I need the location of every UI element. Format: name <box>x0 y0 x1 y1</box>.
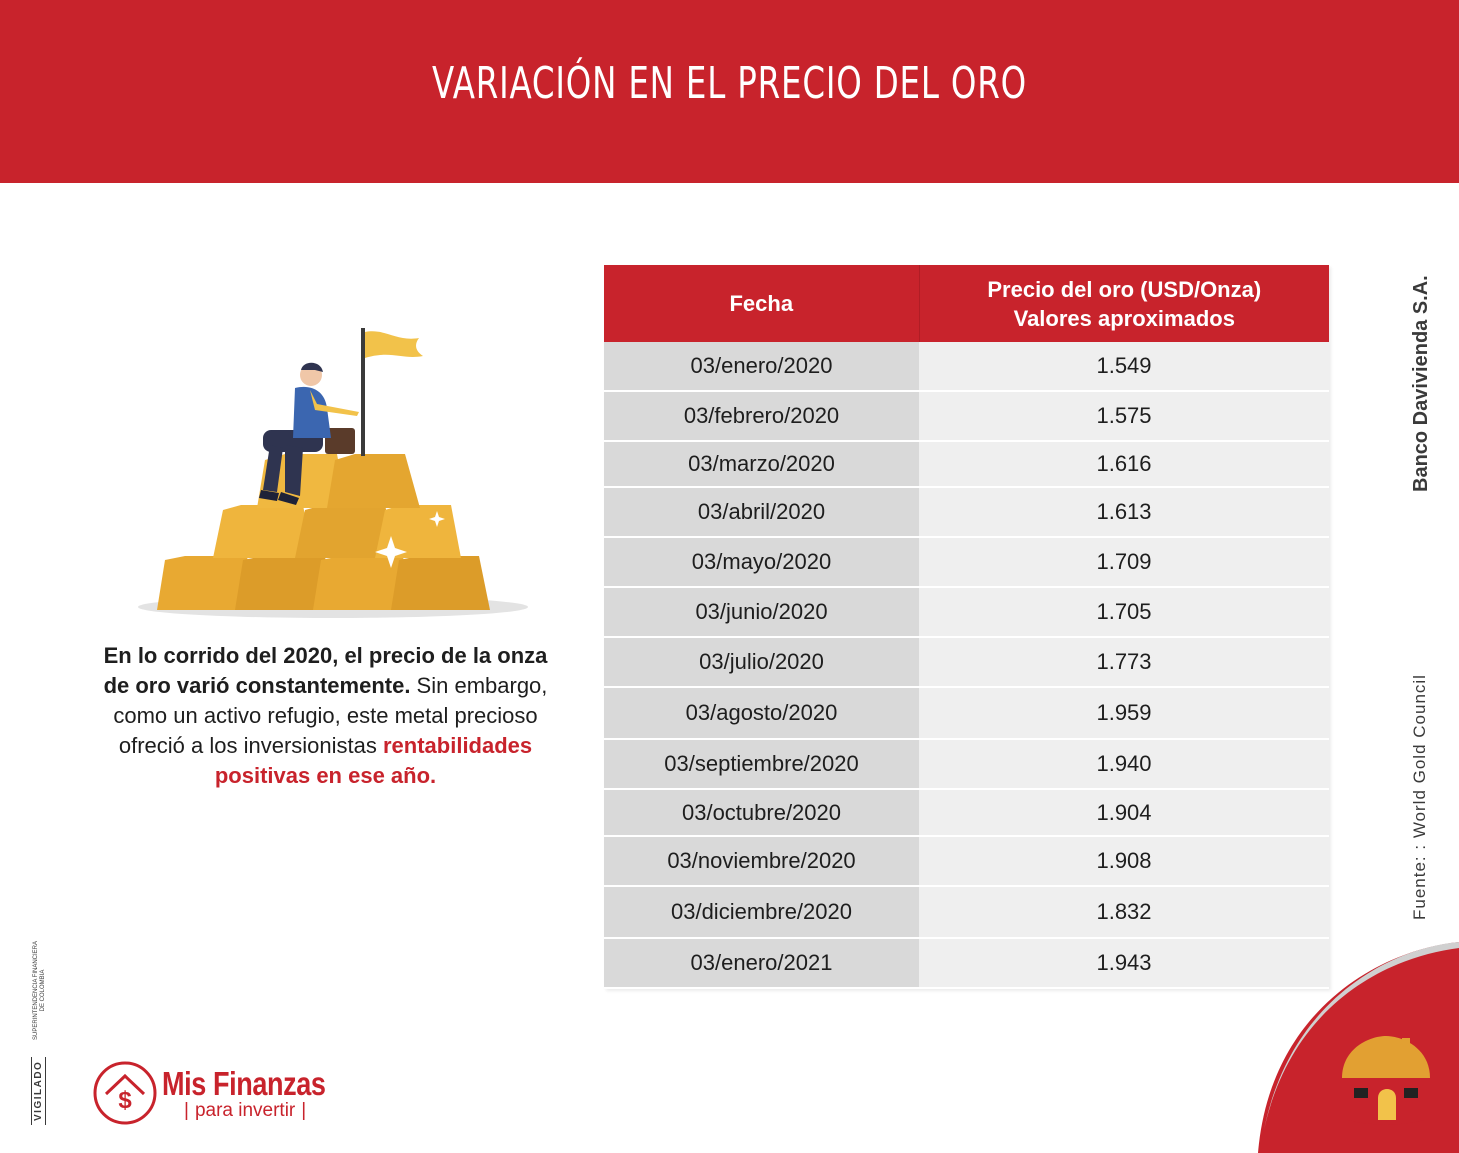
cell-precio: 1.940 <box>919 740 1329 788</box>
cell-fecha: 03/marzo/2020 <box>604 442 919 486</box>
cell-precio: 1.613 <box>919 488 1329 536</box>
brand-name: Mis Finanzas <box>162 1065 326 1102</box>
cell-precio: 1.904 <box>919 790 1329 835</box>
cell-precio: 1.616 <box>919 442 1329 486</box>
table-row <box>604 740 1329 790</box>
page-title: VARIACIÓN EN EL PRECIO DEL ORO <box>432 58 1027 109</box>
description-text <box>98 641 553 791</box>
cell-precio: 1.773 <box>919 638 1329 686</box>
bank-name: Banco Davivienda S.A. <box>1410 275 1432 492</box>
cell-fecha: 03/abril/2020 <box>604 488 919 536</box>
cell-precio: 1.908 <box>919 837 1329 885</box>
cell-fecha: 03/agosto/2020 <box>604 688 919 738</box>
table-row <box>604 442 1329 488</box>
table-row <box>604 939 1329 989</box>
table-row <box>604 790 1329 837</box>
table-row <box>604 837 1329 887</box>
mis-finanzas-logo-icon <box>92 1060 158 1126</box>
header-precio-line1: Precio del oro (USD/Onza) <box>987 276 1262 302</box>
cell-fecha: 03/noviembre/2020 <box>604 837 919 885</box>
cell-precio: 1.705 <box>919 588 1329 636</box>
cell-fecha: 03/enero/2021 <box>604 939 919 987</box>
businessman-on-gold-bars-icon <box>135 320 535 620</box>
description-highlight: rentabilidades positivas en ese año. <box>214 733 533 788</box>
vigilado-label: VIGILADO <box>31 1057 46 1125</box>
table-row <box>604 887 1329 939</box>
gold-price-table <box>604 265 1329 989</box>
source-text: Fuente: : World Gold Council <box>1410 674 1429 920</box>
table-header <box>604 265 1329 342</box>
cell-fecha: 03/mayo/2020 <box>604 538 919 586</box>
tagline-divider-right: | <box>301 1100 307 1121</box>
description-normal: Sin embargo, como un activo refugio, este metal precioso ofreció a los inversionistas <box>113 673 548 758</box>
tagline-divider-left: | <box>184 1100 189 1121</box>
logo-symbol: $ <box>118 1087 132 1114</box>
cell-precio: 1.832 <box>919 887 1329 937</box>
table-row <box>604 392 1329 442</box>
cell-precio: 1.575 <box>919 392 1329 440</box>
cell-fecha: 03/febrero/2020 <box>604 392 919 440</box>
cell-fecha: 03/enero/2020 <box>604 342 919 390</box>
cell-precio: 1.709 <box>919 538 1329 586</box>
superintendencia-line1: SUPERINTENDENCIA FINANCIERA <box>33 940 39 1040</box>
cell-fecha: 03/septiembre/2020 <box>604 740 919 788</box>
header-precio-line2: Valores aproximados <box>1013 305 1235 331</box>
table-row <box>604 638 1329 688</box>
table-body <box>604 342 1329 989</box>
corner-house-icon <box>1230 930 1459 1153</box>
table-row <box>604 588 1329 638</box>
cell-precio: 1.943 <box>919 939 1329 987</box>
superintendencia-label <box>33 941 47 1040</box>
cell-fecha: 03/julio/2020 <box>604 638 919 686</box>
cell-fecha: 03/octubre/2020 <box>604 790 919 835</box>
cell-precio: 1.959 <box>919 688 1329 738</box>
cell-precio: 1.549 <box>919 342 1329 390</box>
description-bold: En lo corrido del 2020, el precio de la onza de oro varió constantemente. <box>103 643 548 698</box>
header-precio <box>920 265 1329 342</box>
table-row <box>604 342 1329 392</box>
table-row <box>604 688 1329 740</box>
brand-tagline-row <box>178 1100 312 1122</box>
header-fecha: Fecha <box>604 265 920 342</box>
table-row <box>604 488 1329 538</box>
brand-tagline: para invertir <box>194 1100 296 1121</box>
cell-fecha: 03/diciembre/2020 <box>604 887 919 937</box>
table-row <box>604 538 1329 588</box>
superintendencia-line2: DE COLOMBIA <box>40 969 46 1012</box>
cell-fecha: 03/junio/2020 <box>604 588 919 636</box>
